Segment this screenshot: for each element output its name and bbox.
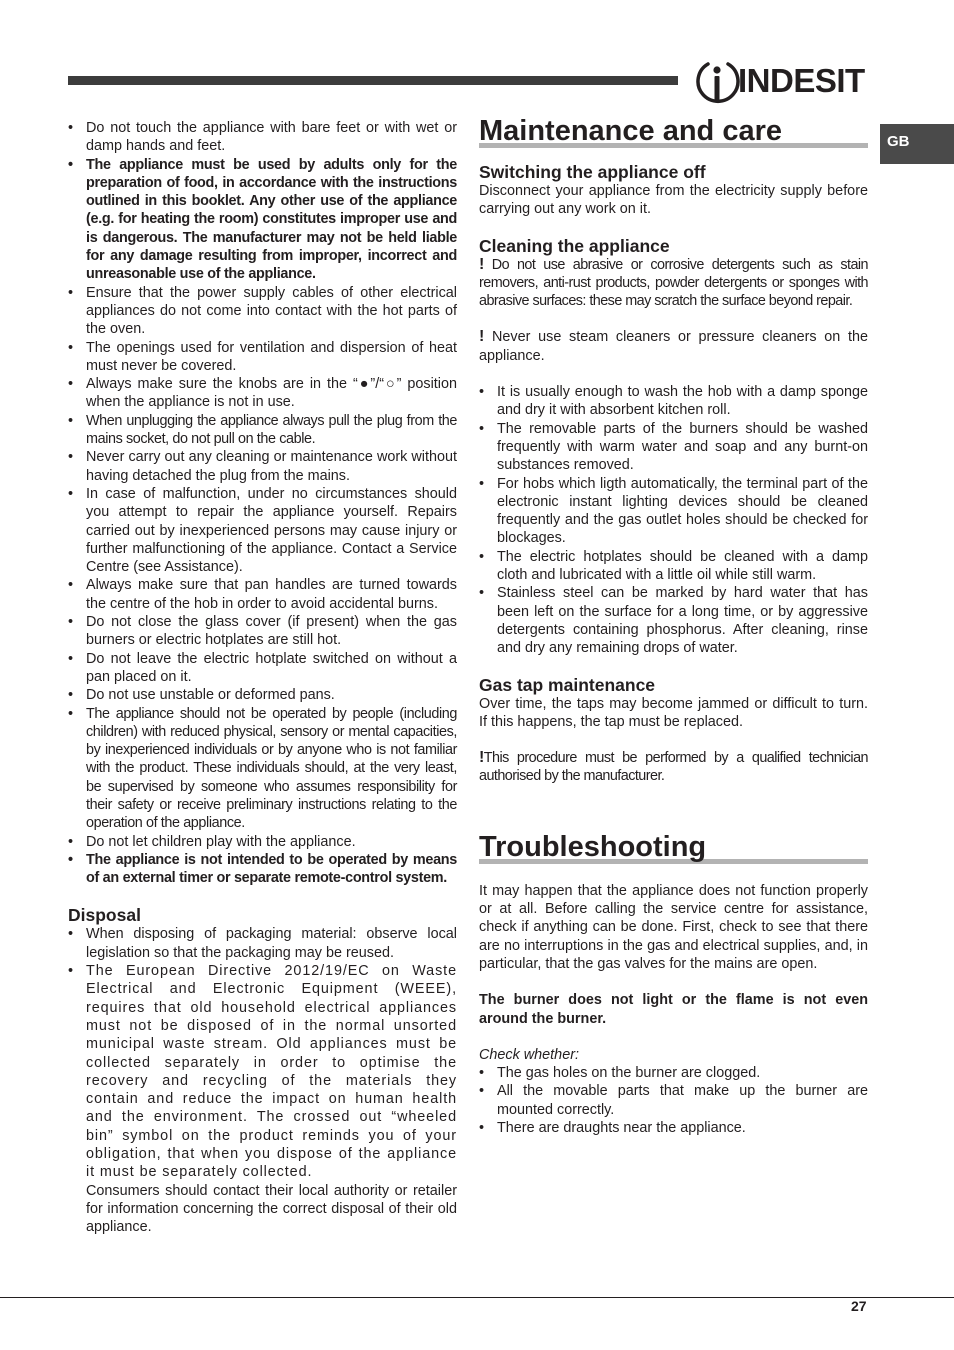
list-item: • Always make sure that pan handles are turned towards the centre of the hob in order to avoid accidental burns.: [68, 576, 457, 613]
list-item: • When unplugging the appliance always pull the plug from the mains socket, do not pull on the cable.: [68, 412, 457, 449]
list-item: • It is usually enough to wash the hob with a damp sponge and dry it with absorbent kitchen roll.: [479, 383, 868, 420]
list-item: • Never carry out any cleaning or maintenance work without having detached the plug from the mains.: [68, 448, 457, 485]
right-column: [479, 114, 868, 1137]
problem-statement: The burner does not light or the flame is not even around the burner.: [479, 992, 868, 1027]
footer-rule: [0, 1297, 954, 1298]
cleaning-warning-2: ! Never use steam cleaners or pressure cleaners on the appliance.: [479, 328, 868, 364]
list-item: • Do not close the glass cover (if present) when the gas burners or electric hotplates are still hot.: [68, 613, 457, 650]
language-tab: GB: [880, 124, 954, 164]
list-item: • Ensure that the power supply cables of other electrical appliances do not come into contact with the hot parts of the oven.: [68, 284, 457, 339]
indesit-logo: [694, 58, 874, 106]
list-item: • There are draughts near the appliance.: [479, 1119, 868, 1137]
list-item: • Do not use unstable or deformed pans.: [68, 686, 457, 704]
warning-icon: !: [479, 749, 484, 767]
gas-tap-heading: Gas tap maintenance: [479, 674, 656, 695]
disposal-heading: Disposal: [68, 905, 141, 926]
list-item: • Do not touch the appliance with bare feet or with wet or damp hands and feet.: [68, 119, 457, 156]
list-item: • Stainless steel can be marked by hard water that has been left on the surface for a long time, or by aggressive detergents containing phosphorus. After cleaning, rinse and dry any remaining drops of water.: [479, 584, 868, 657]
list-item: • For hobs which ligth automatically, the terminal part of the electronic instant lighting devices should be cleaned frequently and the gas outlet holes should be checked for blockages.: [479, 475, 868, 548]
list-item: • All the movable parts that make up the burner are mounted correctly.: [479, 1082, 868, 1119]
list-item: • The gas holes on the burner are clogged.: [479, 1064, 868, 1082]
list-item: • The appliance is not intended to be operated by means of an external timer or separate remote-control system.: [68, 851, 457, 888]
switching-off-heading: Switching the appliance off: [479, 162, 706, 182]
checks-list: [479, 1064, 868, 1137]
logo-i-icon: [694, 58, 740, 106]
list-item: • The removable parts of the burners should be washed frequently with warm water and soap and any burnt-on substances removed.: [479, 420, 868, 475]
disposal-note: Consumers should contact their local authority or retailer for information concerning the correct disposal of their old appliance.: [86, 1182, 457, 1236]
maintenance-title: Maintenance and care: [479, 114, 868, 148]
list-item: • The appliance should not be operated by people (including children) with reduced physical, sensory or mental capacities, by inexperienced individuals or by anyone who is not familiar with the product. These individuals should, at the very least, be supervised by someone who assumes responsibility for their safety or receive preliminary instructions relating to the operation of the appliance.: [68, 705, 457, 833]
cleaning-list: [479, 383, 868, 657]
check-label: Check whether:: [479, 1046, 579, 1063]
list-item: • In case of malfunction, under no circumstances should you attempt to repair the appliance yourself. Repairs carried out by inexperienced persons may cause injury or further malfunctioning of the appliance. Contact a Service Centre (see Assistance).: [68, 485, 457, 576]
header-bar: [68, 76, 678, 85]
troubleshooting-title: Troubleshooting: [479, 830, 868, 864]
list-item: • Always make sure the knobs are in the “●”/“○” position when the appliance is not in use.: [68, 375, 457, 412]
left-column: [68, 119, 457, 1237]
list-item: • The appliance must be used by adults only for the preparation of food, in accordance with the instructions outlined in this booklet. Any other use of the appliance (e.g. for heating the room) constitutes improper use and is dangerous. The manufacturer may not be held liable for any damage resulting from improper, incorrect and unreasonable use of the appliance.: [68, 156, 457, 284]
cleaning-heading: Cleaning the appliance: [479, 235, 670, 256]
list-item: • The electric hotplates should be cleaned with a damp cloth and lubricated with a little oil while still warm.: [479, 548, 868, 585]
cleaning-warning-1: ! Do not use abrasive or corrosive detergents such as stain removers, anti-rust products, powder detergents or sponges with abrasive surfaces: these may scratch the surface beyond repair.: [479, 255, 868, 310]
troubleshooting-intro: It may happen that the appliance does not function properly or at all. Before calling the service centre for assistance, check if anything can be done. First, check to see that there are no interruptions in the gas and electrical supplies, and, in particular, that the gas valves for the mains are open.: [479, 882, 868, 972]
brand-wordmark: INDESIT: [738, 62, 865, 99]
page-number: 27: [851, 1298, 867, 1314]
warning-icon: !: [479, 255, 484, 273]
safety-list: [68, 119, 457, 887]
list-item: • Do not let children play with the appliance.: [68, 833, 457, 851]
switching-off-text: Disconnect your appliance from the electricity supply before carrying out any work on it.: [479, 183, 868, 218]
warning-icon: !: [479, 328, 485, 346]
gas-tap-warning: !This procedure must be performed by a qualified technician authorised by the manufacturer.: [479, 749, 868, 785]
list-item: • The European Directive 2012/19/EC on Waste Electrical and Electronic Equipment (WEEE), requires that old household electrical appliances must not be disposed of in the normal unsorted municipal waste stream. Old appliances must be collected separately in order to optimise the recovery and recycling of the materials they contain and reduce the impact on human health and the environment. The crossed out “wheeled bin” symbol on the product reminds you of your obligation, that when you dispose of the appliance it must be separately collected.: [68, 962, 457, 1182]
list-item: • Do not leave the electric hotplate switched on without a pan placed on it.: [68, 650, 457, 687]
list-item: • The openings used for ventilation and dispersion of heat must never be covered.: [68, 339, 457, 376]
gas-tap-text: Over time, the taps may become jammed or difficult to turn. If this happens, the tap must be replaced.: [479, 695, 868, 730]
disposal-list: [68, 925, 457, 1181]
list-item: • When disposing of packaging material: observe local legislation so that the packaging may be reused.: [68, 925, 457, 962]
